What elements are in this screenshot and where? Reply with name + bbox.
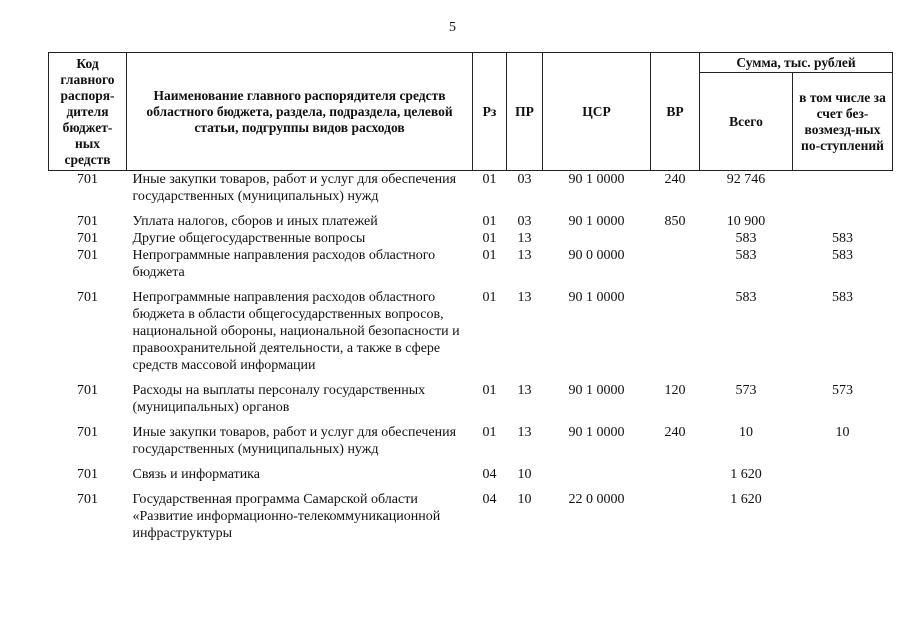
- cell-csr: 90 0 0000: [568, 248, 625, 263]
- header-name: Наименование главного распорядителя средств областного бюджета, раздела, подраздела, целевой статьи, подгруппы видов расходов: [127, 53, 473, 171]
- cell-pr: 13: [517, 248, 532, 263]
- cell-csr: 90 1 0000: [568, 383, 625, 398]
- cell-name: Расходы на выплаты персоналу государственных (муниципальных) органов: [132, 383, 426, 415]
- cell-name: Государственная программа Самарской области «Развитие информационно-телекоммуникационной инфраструктуры: [132, 492, 441, 541]
- cell-total: 573: [735, 383, 757, 398]
- header-sum: Сумма, тыс. рублей: [700, 53, 893, 73]
- cell-code: 701: [77, 172, 98, 187]
- cell-csr: [543, 230, 651, 247]
- cell-code: 701: [77, 231, 98, 246]
- cell-vr: 240: [664, 425, 686, 440]
- cell-csr: 22 0 0000: [568, 492, 625, 507]
- cell-total: 583: [735, 231, 757, 246]
- cell-grants: 583: [832, 231, 853, 246]
- cell-vr: [651, 230, 700, 247]
- cell-rz: 01: [482, 425, 497, 440]
- cell-vr: 120: [664, 383, 686, 398]
- cell-csr: 90 1 0000: [568, 290, 625, 305]
- table-row: [49, 382, 893, 424]
- cell-name: Другие общегосударственные вопросы: [132, 231, 366, 246]
- header-rz: Рз: [473, 53, 507, 171]
- cell-vr: 240: [664, 172, 686, 187]
- cell-vr: [651, 466, 700, 491]
- cell-name: Непрограммные направления расходов областного бюджета: [132, 248, 436, 280]
- cell-pr: 13: [517, 383, 532, 398]
- cell-pr: 03: [517, 214, 532, 229]
- table-row: [49, 491, 893, 550]
- cell-pr: 03: [517, 172, 532, 187]
- cell-name: Иные закупки товаров, работ и услуг для обеспечения государственных (муниципальных) нужд: [132, 425, 457, 457]
- cell-rz: 04: [482, 467, 497, 482]
- cell-code: 701: [77, 467, 98, 482]
- cell-rz: 01: [482, 231, 497, 246]
- header-total: Всего: [700, 73, 793, 171]
- table-body: [49, 171, 893, 551]
- cell-vr: [651, 247, 700, 289]
- cell-grants: [793, 171, 893, 214]
- cell-total: 10 900: [726, 214, 766, 229]
- cell-name: Связь и информатика: [132, 467, 260, 482]
- cell-vr: [651, 289, 700, 382]
- cell-code: 701: [77, 383, 98, 398]
- cell-grants: 583: [832, 290, 853, 305]
- cell-name: Непрограммные направления расходов областного бюджета в области общегосударственных вопросов, национальной обороны, национальной безопасности и правоохранительной деятельности, а также в сфере средств массовой информации: [132, 290, 460, 373]
- cell-pr: 10: [517, 467, 532, 482]
- table-row: [49, 213, 893, 230]
- cell-csr: [543, 466, 651, 491]
- table-row: [49, 230, 893, 247]
- table-row: [49, 466, 893, 491]
- table-row: [49, 424, 893, 466]
- cell-vr: 850: [664, 214, 686, 229]
- cell-total: 92 746: [726, 172, 766, 187]
- budget-table: [48, 52, 893, 550]
- cell-rz: 01: [482, 172, 497, 187]
- cell-pr: 10: [517, 492, 532, 507]
- table-row: [49, 171, 893, 214]
- table-row: [49, 247, 893, 289]
- cell-name: Уплата налогов, сборов и иных платежей: [132, 214, 378, 229]
- cell-grants: 10: [835, 425, 850, 440]
- cell-grants: 583: [832, 248, 853, 263]
- cell-csr: 90 1 0000: [568, 425, 625, 440]
- table-row: [49, 289, 893, 382]
- header-vr: ВР: [651, 53, 700, 171]
- cell-pr: 13: [517, 290, 532, 305]
- cell-grants: [793, 491, 893, 550]
- page-number: 5: [449, 20, 456, 35]
- cell-total: 1 620: [730, 492, 762, 507]
- cell-total: 583: [735, 290, 757, 305]
- cell-pr: 13: [517, 425, 532, 440]
- cell-total: 10: [739, 425, 753, 440]
- cell-pr: 13: [517, 231, 532, 246]
- cell-code: 701: [77, 425, 98, 440]
- cell-rz: 01: [482, 383, 497, 398]
- cell-code: 701: [77, 248, 98, 263]
- cell-rz: 01: [482, 214, 497, 229]
- cell-csr: 90 1 0000: [568, 214, 625, 229]
- cell-code: 701: [77, 214, 98, 229]
- cell-grants: [793, 466, 893, 491]
- header-csr: ЦСР: [543, 53, 651, 171]
- cell-code: 701: [77, 492, 98, 507]
- header-pr: ПР: [507, 53, 543, 171]
- cell-total: 583: [735, 248, 757, 263]
- cell-grants: [793, 213, 893, 230]
- header-grants: в том числе за счет без-возмезд-ных по-ступлений: [793, 73, 893, 171]
- cell-vr: [651, 491, 700, 550]
- cell-rz: 01: [482, 290, 497, 305]
- cell-rz: 04: [482, 492, 497, 507]
- cell-total: 1 620: [730, 467, 762, 482]
- header-code: Код главного распоря-дителя бюджет-ных средств: [49, 53, 127, 171]
- cell-rz: 01: [482, 248, 497, 263]
- cell-code: 701: [77, 290, 98, 305]
- cell-grants: 573: [832, 383, 853, 398]
- cell-name: Иные закупки товаров, работ и услуг для обеспечения государственных (муниципальных) нужд: [132, 172, 457, 204]
- cell-csr: 90 1 0000: [568, 172, 625, 187]
